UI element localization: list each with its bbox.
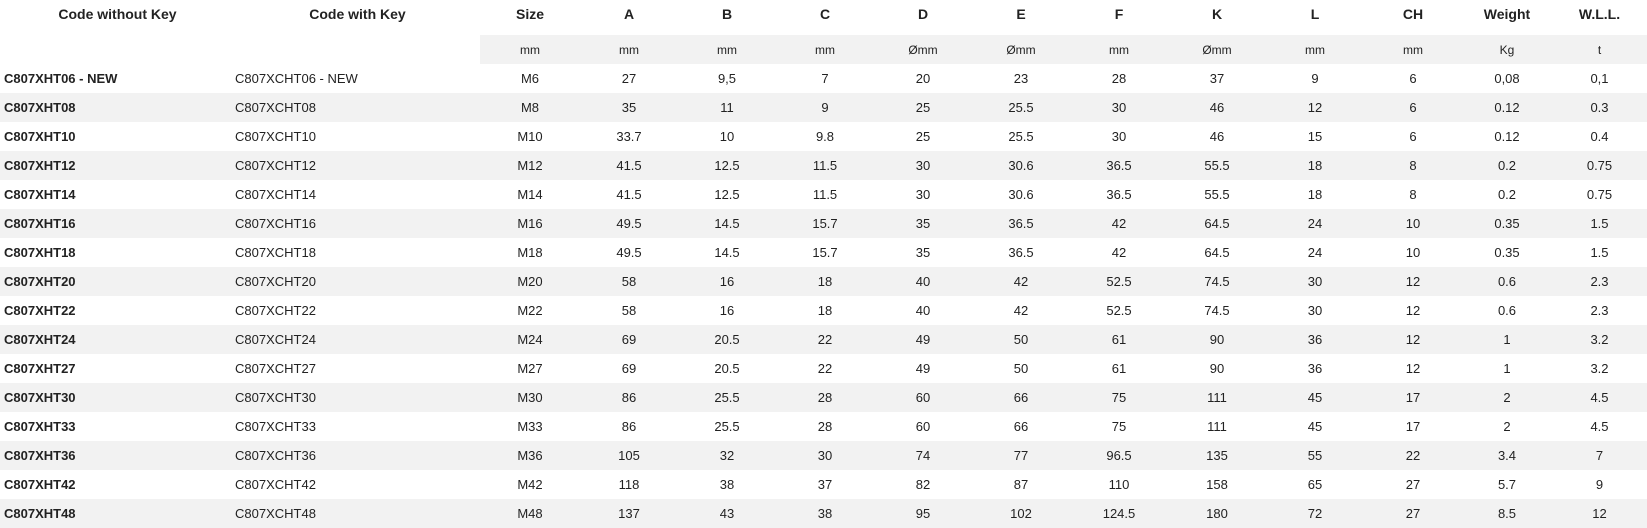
cell-d: 40 bbox=[915, 303, 931, 318]
cell-d: 35 bbox=[874, 209, 972, 238]
cell-f: 52.5 bbox=[1070, 267, 1168, 296]
cell-ch: 12 bbox=[1405, 303, 1421, 318]
cell-f: 36.5 bbox=[1070, 151, 1168, 180]
cell-d: 95 bbox=[874, 499, 972, 528]
cell-f: 124.5 bbox=[1070, 499, 1168, 528]
column-header-code-with-key: Code with Key bbox=[309, 6, 406, 22]
unit-ch: mm bbox=[1364, 35, 1462, 64]
cell-ch: 12 bbox=[1364, 325, 1462, 354]
cell-ch: 10 bbox=[1405, 245, 1421, 260]
cell-d: 25 bbox=[915, 129, 931, 144]
cell-weight: 0,08 bbox=[1494, 71, 1520, 86]
cell-c: 15.7 bbox=[776, 209, 874, 238]
cell-size: M42 bbox=[517, 477, 543, 492]
column-header-k: K bbox=[1211, 6, 1223, 22]
column-header-code-without-key: Code without Key bbox=[58, 6, 177, 22]
cell-d: 49 bbox=[874, 325, 972, 354]
cell-d: 30 bbox=[915, 187, 931, 202]
cell-e: 36.5 bbox=[972, 209, 1070, 238]
cell-l: 45 bbox=[1307, 419, 1323, 434]
cell-code-without-key: C807XHT14 bbox=[4, 187, 76, 202]
cell-e: 50 bbox=[972, 325, 1070, 354]
cell-size: M18 bbox=[517, 245, 543, 260]
cell-wll: 0.4 bbox=[1590, 129, 1609, 144]
cell-d: 74 bbox=[874, 441, 972, 470]
cell-c: 18 bbox=[817, 303, 833, 318]
cell-weight: 0.12 bbox=[1462, 93, 1552, 122]
cell-ch: 8 bbox=[1364, 151, 1462, 180]
cell-e: 23 bbox=[1013, 71, 1029, 86]
cell-f: 42 bbox=[1111, 245, 1127, 260]
cell-ch: 12 bbox=[1405, 361, 1421, 376]
column-header-b: B bbox=[721, 6, 733, 22]
cell-code-with-key: C807XCHT08 bbox=[235, 93, 480, 122]
cell-size: M27 bbox=[517, 361, 543, 376]
cell-code-without-key: C807XHT36 bbox=[0, 441, 235, 470]
cell-size: M48 bbox=[480, 499, 580, 528]
cell-size: M10 bbox=[517, 129, 543, 144]
cell-b: 9,5 bbox=[717, 71, 737, 86]
cell-code-without-key: C807XHT30 bbox=[0, 383, 235, 412]
cell-k: 74.5 bbox=[1168, 267, 1266, 296]
cell-l: 9 bbox=[1311, 71, 1319, 86]
cell-wll: 3.2 bbox=[1590, 361, 1609, 376]
cell-code-with-key: C807XCHT30 bbox=[235, 383, 480, 412]
cell-b: 14.5 bbox=[714, 245, 740, 260]
cell-wll: 1.5 bbox=[1552, 209, 1647, 238]
cell-a: 69 bbox=[621, 361, 637, 376]
cell-l: 65 bbox=[1307, 477, 1323, 492]
cell-f: 36.5 bbox=[1106, 187, 1132, 202]
cell-weight: 0.12 bbox=[1494, 129, 1520, 144]
cell-size: M33 bbox=[517, 419, 543, 434]
table-body bbox=[0, 64, 1647, 528]
cell-f: 52.5 bbox=[1106, 303, 1132, 318]
cell-a: 35 bbox=[580, 93, 678, 122]
cell-wll: 0.75 bbox=[1552, 151, 1647, 180]
cell-ch: 6 bbox=[1364, 93, 1462, 122]
cell-b: 20.5 bbox=[714, 361, 740, 376]
cell-k: 90 bbox=[1209, 361, 1225, 376]
cell-weight: 0.6 bbox=[1462, 267, 1552, 296]
cell-k: 37 bbox=[1209, 71, 1225, 86]
cell-k: 64.5 bbox=[1168, 209, 1266, 238]
cell-ch: 8 bbox=[1409, 187, 1417, 202]
cell-f: 28 bbox=[1111, 71, 1127, 86]
cell-size: M12 bbox=[480, 151, 580, 180]
column-header-wll: W.L.L. bbox=[1578, 6, 1621, 22]
cell-k: 180 bbox=[1168, 499, 1266, 528]
cell-weight: 3.4 bbox=[1462, 441, 1552, 470]
cell-code-without-key: C807XHT20 bbox=[0, 267, 235, 296]
table-row bbox=[0, 93, 1647, 122]
unit-weight: Kg bbox=[1462, 35, 1552, 64]
cell-b: 14.5 bbox=[678, 209, 776, 238]
cell-e: 66 bbox=[972, 383, 1070, 412]
cell-size: M30 bbox=[480, 383, 580, 412]
table-row bbox=[0, 122, 1647, 151]
cell-e: 66 bbox=[1013, 419, 1029, 434]
table-row bbox=[0, 151, 1647, 180]
cell-a: 86 bbox=[580, 383, 678, 412]
unit-a: mm bbox=[580, 35, 678, 64]
table-row bbox=[0, 470, 1647, 499]
cell-l: 18 bbox=[1266, 151, 1364, 180]
unit-size: mm bbox=[480, 35, 580, 64]
cell-code-with-key: C807XCHT20 bbox=[235, 267, 480, 296]
cell-ch: 17 bbox=[1405, 419, 1421, 434]
cell-weight: 5.7 bbox=[1497, 477, 1517, 492]
column-header-ch: CH bbox=[1402, 6, 1424, 22]
cell-code-with-key: C807XCHT22 bbox=[235, 303, 316, 318]
cell-c: 28 bbox=[817, 419, 833, 434]
column-header-l: L bbox=[1310, 6, 1320, 22]
cell-c: 30 bbox=[776, 441, 874, 470]
cell-wll: 2.3 bbox=[1590, 303, 1609, 318]
cell-f: 96.5 bbox=[1070, 441, 1168, 470]
cell-a: 49.5 bbox=[616, 245, 642, 260]
cell-a: 49.5 bbox=[580, 209, 678, 238]
cell-e: 25.5 bbox=[972, 93, 1070, 122]
cell-weight: 2 bbox=[1462, 383, 1552, 412]
cell-size: M24 bbox=[480, 325, 580, 354]
cell-ch: 22 bbox=[1364, 441, 1462, 470]
cell-b: 10 bbox=[719, 129, 735, 144]
unit-k: Ømm bbox=[1168, 35, 1266, 64]
cell-c: 11.5 bbox=[776, 151, 874, 180]
column-header-f: F bbox=[1114, 6, 1124, 22]
cell-weight: 0.2 bbox=[1497, 187, 1517, 202]
unit-e: Ømm bbox=[972, 35, 1070, 64]
cell-ch: 6 bbox=[1409, 129, 1417, 144]
cell-weight: 0.6 bbox=[1497, 303, 1517, 318]
cell-k: 111 bbox=[1168, 383, 1266, 412]
cell-a: 27 bbox=[621, 71, 637, 86]
cell-wll: 0,1 bbox=[1590, 71, 1609, 86]
cell-code-without-key: C807XHT12 bbox=[0, 151, 235, 180]
cell-weight: 2 bbox=[1503, 419, 1511, 434]
cell-code-with-key: C807XCHT12 bbox=[235, 151, 480, 180]
cell-c: 22 bbox=[817, 361, 833, 376]
cell-k: 46 bbox=[1168, 93, 1266, 122]
cell-a: 41.5 bbox=[580, 151, 678, 180]
cell-d: 82 bbox=[915, 477, 931, 492]
cell-k: 64.5 bbox=[1204, 245, 1230, 260]
cell-d: 60 bbox=[874, 383, 972, 412]
table-row bbox=[0, 383, 1647, 412]
cell-b: 25.5 bbox=[714, 419, 740, 434]
cell-l: 55 bbox=[1266, 441, 1364, 470]
cell-wll: 2.3 bbox=[1552, 267, 1647, 296]
cell-l: 72 bbox=[1266, 499, 1364, 528]
cell-c: 28 bbox=[776, 383, 874, 412]
cell-code-without-key: C807XHT33 bbox=[4, 419, 76, 434]
cell-d: 20 bbox=[915, 71, 931, 86]
cell-size: M36 bbox=[480, 441, 580, 470]
column-header-weight: Weight bbox=[1483, 6, 1531, 22]
unit-f: mm bbox=[1070, 35, 1168, 64]
cell-l: 15 bbox=[1307, 129, 1323, 144]
cell-d: 40 bbox=[874, 267, 972, 296]
cell-size: M22 bbox=[517, 303, 543, 318]
cell-l: 30 bbox=[1266, 267, 1364, 296]
cell-b: 11 bbox=[678, 93, 776, 122]
cell-code-with-key: C807XCHT24 bbox=[235, 325, 480, 354]
cell-l: 12 bbox=[1266, 93, 1364, 122]
cell-l: 24 bbox=[1266, 209, 1364, 238]
cell-k: 90 bbox=[1168, 325, 1266, 354]
cell-b: 12.5 bbox=[714, 187, 740, 202]
cell-f: 30 bbox=[1111, 129, 1127, 144]
cell-l: 30 bbox=[1307, 303, 1323, 318]
cell-b: 38 bbox=[719, 477, 735, 492]
cell-code-without-key: C807XHT18 bbox=[4, 245, 76, 260]
column-header-e: E bbox=[1016, 6, 1026, 22]
cell-b: 20.5 bbox=[678, 325, 776, 354]
table-row bbox=[0, 180, 1647, 209]
cell-f: 75 bbox=[1070, 383, 1168, 412]
unit-d: Ømm bbox=[874, 35, 972, 64]
cell-f: 110 bbox=[1108, 477, 1130, 492]
cell-c: 37 bbox=[817, 477, 833, 492]
cell-d: 49 bbox=[915, 361, 931, 376]
cell-a: 137 bbox=[580, 499, 678, 528]
unit-code-without-key bbox=[0, 35, 235, 64]
cell-k: 111 bbox=[1207, 419, 1227, 434]
cell-b: 32 bbox=[678, 441, 776, 470]
cell-c: 9.8 bbox=[815, 129, 835, 144]
cell-ch: 17 bbox=[1364, 383, 1462, 412]
cell-code-without-key: C807XHT42 bbox=[4, 477, 76, 492]
column-header-a: A bbox=[623, 6, 635, 22]
cell-code-with-key: C807XCHT06 - NEW bbox=[235, 71, 358, 86]
cell-e: 102 bbox=[972, 499, 1070, 528]
cell-code-with-key: C807XCHT16 bbox=[235, 209, 480, 238]
unit-wll: t bbox=[1552, 35, 1647, 64]
cell-size: M14 bbox=[517, 187, 543, 202]
cell-ch: 12 bbox=[1364, 267, 1462, 296]
cell-b: 12.5 bbox=[678, 151, 776, 180]
cell-l: 24 bbox=[1307, 245, 1323, 260]
table-row bbox=[0, 354, 1647, 383]
cell-code-without-key: C807XHT16 bbox=[0, 209, 235, 238]
cell-wll: 0.75 bbox=[1586, 187, 1613, 202]
cell-d: 35 bbox=[915, 245, 931, 260]
cell-f: 42 bbox=[1070, 209, 1168, 238]
cell-wll: 1.5 bbox=[1590, 245, 1609, 260]
cell-wll: 3.2 bbox=[1552, 325, 1647, 354]
cell-f: 75 bbox=[1111, 419, 1127, 434]
column-header-c: C bbox=[819, 6, 831, 22]
cell-l: 18 bbox=[1307, 187, 1323, 202]
cell-ch: 27 bbox=[1364, 499, 1462, 528]
cell-ch: 27 bbox=[1405, 477, 1421, 492]
cell-a: 33.7 bbox=[616, 129, 642, 144]
column-header-d: D bbox=[917, 6, 929, 22]
cell-wll: 9 bbox=[1595, 477, 1604, 492]
unit-code-with-key bbox=[235, 35, 480, 64]
cell-a: 58 bbox=[621, 303, 637, 318]
cell-size: M20 bbox=[480, 267, 580, 296]
cell-k: 46 bbox=[1209, 129, 1225, 144]
cell-size: M6 bbox=[520, 71, 540, 86]
cell-wll: 4.5 bbox=[1590, 419, 1609, 434]
table-row bbox=[0, 412, 1647, 441]
cell-code-with-key: C807XCHT27 bbox=[235, 361, 316, 376]
cell-c: 38 bbox=[776, 499, 874, 528]
cell-wll: 0.3 bbox=[1552, 93, 1647, 122]
cell-a: 69 bbox=[580, 325, 678, 354]
cell-k: 55.5 bbox=[1168, 151, 1266, 180]
cell-code-with-key: C807XCHT42 bbox=[235, 477, 316, 492]
table-row bbox=[0, 325, 1647, 354]
cell-code-with-key: C807XCHT18 bbox=[235, 245, 316, 260]
cell-code-with-key: C807XCHT36 bbox=[235, 441, 480, 470]
table-row bbox=[0, 267, 1647, 296]
cell-d: 25 bbox=[874, 93, 972, 122]
cell-weight: 1 bbox=[1462, 325, 1552, 354]
cell-weight: 0.35 bbox=[1462, 209, 1552, 238]
cell-e: 87 bbox=[1013, 477, 1029, 492]
cell-weight: 1 bbox=[1503, 361, 1511, 376]
cell-e: 50 bbox=[1013, 361, 1029, 376]
units-row bbox=[0, 35, 1647, 64]
cell-wll: 12 bbox=[1552, 499, 1647, 528]
cell-code-with-key: C807XCHT33 bbox=[235, 419, 316, 434]
cell-b: 16 bbox=[678, 267, 776, 296]
cell-d: 60 bbox=[915, 419, 931, 434]
cell-b: 25.5 bbox=[678, 383, 776, 412]
cell-k: 55.5 bbox=[1204, 187, 1230, 202]
cell-size: M8 bbox=[480, 93, 580, 122]
cell-l: 45 bbox=[1266, 383, 1364, 412]
cell-weight: 0.35 bbox=[1494, 245, 1520, 260]
cell-ch: 10 bbox=[1364, 209, 1462, 238]
cell-c: 15.7 bbox=[812, 245, 838, 260]
cell-a: 105 bbox=[580, 441, 678, 470]
column-header-size: Size bbox=[515, 6, 544, 22]
cell-e: 30.6 bbox=[1008, 187, 1034, 202]
cell-a: 58 bbox=[580, 267, 678, 296]
unit-l: mm bbox=[1266, 35, 1364, 64]
cell-code-without-key: C807XHT10 bbox=[4, 129, 76, 144]
table-row bbox=[0, 64, 1647, 93]
cell-b: 43 bbox=[678, 499, 776, 528]
cell-e: 42 bbox=[1013, 303, 1029, 318]
cell-d: 30 bbox=[874, 151, 972, 180]
cell-l: 36 bbox=[1266, 325, 1364, 354]
cell-code-with-key: C807XCHT48 bbox=[235, 499, 480, 528]
unit-b: mm bbox=[678, 35, 776, 64]
cell-e: 77 bbox=[972, 441, 1070, 470]
cell-e: 30.6 bbox=[972, 151, 1070, 180]
cell-k: 74.5 bbox=[1204, 303, 1230, 318]
cell-c: 7 bbox=[821, 71, 829, 86]
header-row bbox=[0, 0, 1647, 35]
cell-l: 36 bbox=[1307, 361, 1323, 376]
cell-code-with-key: C807XCHT14 bbox=[235, 187, 316, 202]
cell-b: 16 bbox=[719, 303, 735, 318]
cell-f: 61 bbox=[1111, 361, 1127, 376]
cell-code-with-key: C807XCHT10 bbox=[235, 129, 316, 144]
cell-c: 22 bbox=[776, 325, 874, 354]
cell-f: 61 bbox=[1070, 325, 1168, 354]
cell-e: 25.5 bbox=[1008, 129, 1034, 144]
cell-a: 118 bbox=[618, 477, 640, 492]
cell-code-without-key: C807XHT24 bbox=[0, 325, 235, 354]
cell-c: 9 bbox=[776, 93, 874, 122]
cell-weight: 8.5 bbox=[1462, 499, 1552, 528]
cell-wll: 7 bbox=[1552, 441, 1647, 470]
cell-size: M16 bbox=[480, 209, 580, 238]
cell-code-without-key: C807XHT27 bbox=[4, 361, 76, 376]
cell-a: 41.5 bbox=[616, 187, 642, 202]
cell-c: 18 bbox=[776, 267, 874, 296]
table-row bbox=[0, 296, 1647, 325]
cell-f: 30 bbox=[1070, 93, 1168, 122]
cell-wll: 4.5 bbox=[1552, 383, 1647, 412]
table-row bbox=[0, 441, 1647, 470]
cell-code-without-key: C807XHT48 bbox=[0, 499, 235, 528]
cell-e: 42 bbox=[972, 267, 1070, 296]
cell-code-without-key: C807XHT22 bbox=[4, 303, 76, 318]
cell-k: 158 bbox=[1206, 477, 1228, 492]
cell-weight: 0.2 bbox=[1462, 151, 1552, 180]
cell-code-without-key: C807XHT06 - NEW bbox=[4, 71, 118, 86]
cell-e: 36.5 bbox=[1008, 245, 1034, 260]
unit-c: mm bbox=[776, 35, 874, 64]
cell-c: 11.5 bbox=[812, 187, 838, 202]
cell-ch: 6 bbox=[1409, 71, 1417, 86]
table-row bbox=[0, 238, 1647, 267]
cell-code-without-key: C807XHT08 bbox=[0, 93, 235, 122]
table-row bbox=[0, 209, 1647, 238]
cell-k: 135 bbox=[1168, 441, 1266, 470]
cell-a: 86 bbox=[621, 419, 637, 434]
